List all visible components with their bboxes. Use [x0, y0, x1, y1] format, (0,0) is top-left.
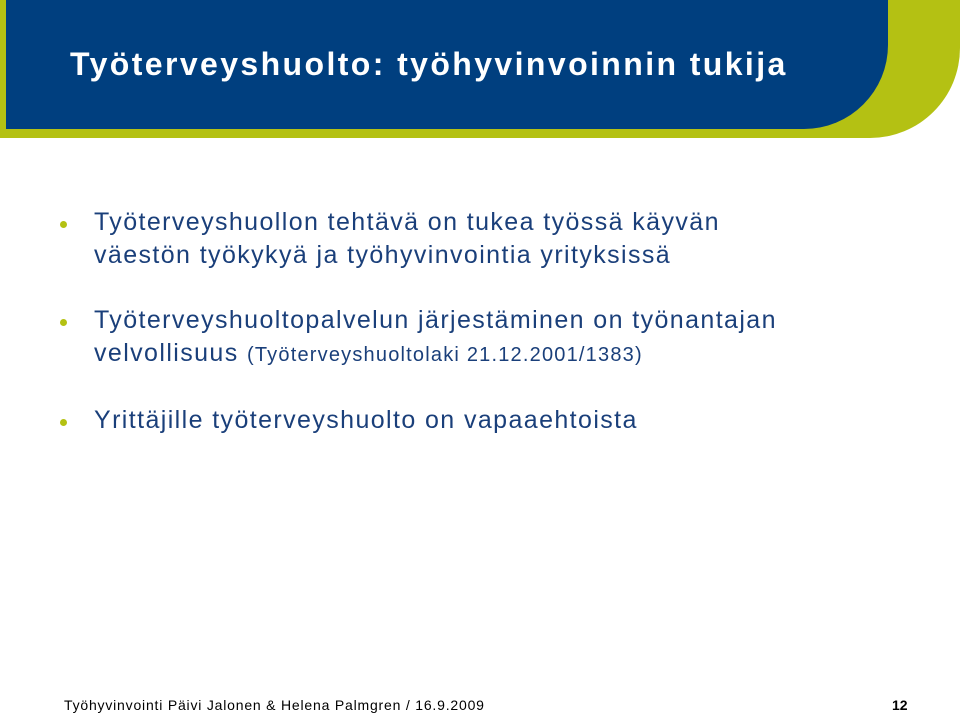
slide-title: Työterveyshuolto: työhyvinvoinnin tukija: [70, 46, 788, 82]
bullet-dot-icon: [60, 221, 67, 228]
bullet-item: [58, 404, 918, 437]
page-number: 12: [892, 697, 908, 713]
bullet-text-line: Työterveyshuollon tehtävä on tukea työssä käyvän: [94, 208, 720, 236]
bullet-text-line: Yrittäjille työterveyshuolto on vapaaehtoista: [94, 406, 638, 434]
bullet-dot-icon: [60, 319, 67, 326]
footer-text: Työhyvinvointi Päivi Jalonen & Helena Palmgren / 16.9.2009: [64, 697, 485, 713]
bullet-text-line: [94, 337, 918, 372]
bullet-text: velvollisuus: [94, 339, 239, 367]
bullet-dot-icon: [60, 419, 67, 426]
bullet-list: [58, 206, 918, 437]
bullet-text-line: Työterveyshuoltopalvelun järjestäminen on työnantajan: [94, 306, 777, 334]
bullet-item: [58, 304, 918, 372]
bullet-text-line: väestön työkykyä ja työhyvinvointia yrityksissä: [94, 241, 672, 269]
header-bar: [6, 0, 888, 129]
bullet-item: [58, 206, 918, 272]
law-reference: (Työterveyshuoltolaki 21.12.2001/1383): [247, 344, 643, 366]
